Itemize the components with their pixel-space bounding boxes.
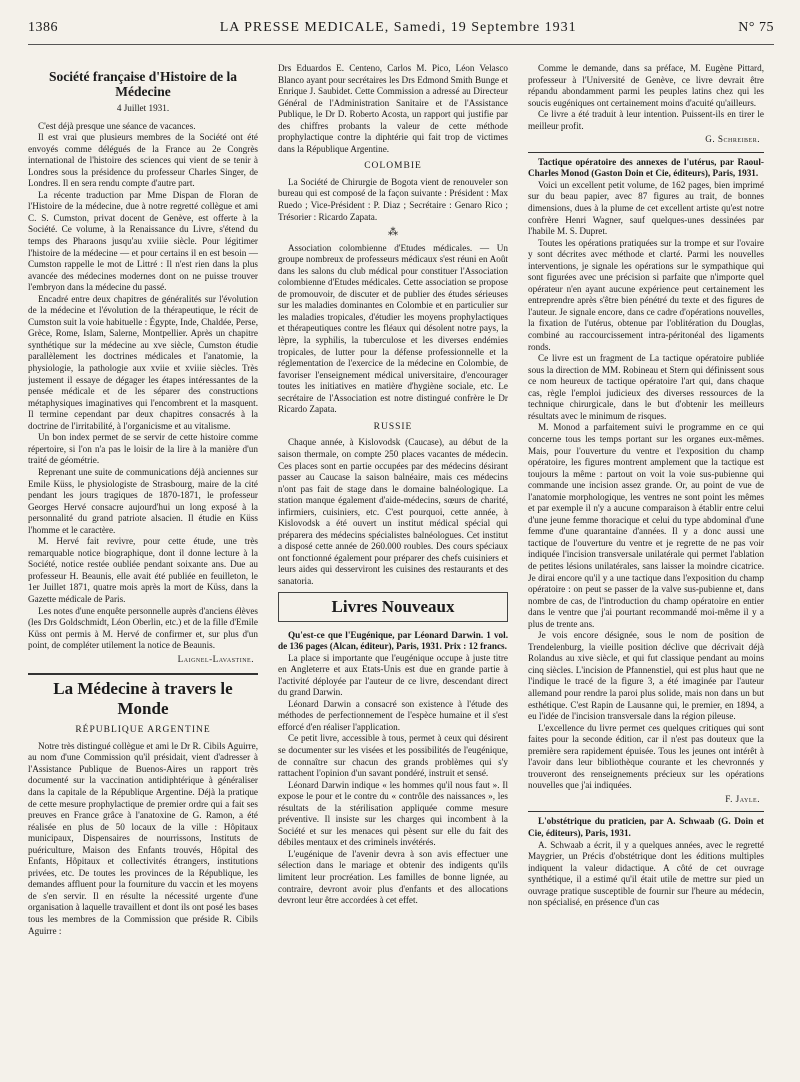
paragraph: Drs Eduardos E. Centeno, Carlos M. Pico, Léon Velasco Blanco ayant pour secrétaires les Drs Edmond Smith Bunge et Enrique J. Saubidet. Cette Commission a adressé au Directeur Général de l'Administration Sanitaire et de l'Assistance Publique, le Dr D. Roberto Acosta, un rapport qui justifie par des chiffres probants la valeur de cette méthode prophylactique contre la diphtérie qui fait trop de victimes dans la République Argentine. — [278, 63, 508, 154]
divider — [528, 152, 764, 153]
section-title-box — [278, 592, 508, 622]
society-title: Société française d'Histoire de la Médecine — [49, 69, 237, 99]
section-divider — [28, 673, 258, 675]
paragraph: Encadré entre deux chapitres de généralités sur l'évolution de la médecine et l'évolution de la thérapeutique, le récit de Cumston suit la voie habituelle : Égypte, Inde, Chaldée, Perse, Grèce, Rome, Islam, Salerne, Montpellier. Après un chapitre synthétique sur la médecine au xve siècle, Cumston étudie parallèlement les doctrines médicales et l'anatomie, la physiologie, la pathologie aux xviie et xviiie siècles. Très justement il essaye de dégager les étapes intéressantes de la pensée médicale et de les séparer des constructions métaphysiques imaginatives qui l'encombrent et la masquent. Il termine cependant par deux chapitres consacrés à la doctrine de l'irritabilité, à l'organicisme et au vitalisme. — [28, 293, 258, 431]
paragraph: Léonard Darwin a consacré son existence à l'étude des méthodes de perfectionnement de l'espèce humaine et il s'est efforcé d'en réaliser l'application. — [278, 698, 508, 732]
paragraph: Association colombienne d'Etudes médicales. — Un groupe nombreux de professeurs médicaux s'est réuni en Août dans les salons du club médical pour constituer l'Association colombienne d'Etudes médicales. Cette association se propose de promouvoir, de discuter et de publier des études sérieuses sur les maladies dominantes en Colombie et en particulier sur les maladies tropicales, d'étudier les moyens prophylactiques et thérapeutiques contre les fléaux qui désolent notre pays, la lèpre, la syphilis, la tuberculose et les diverses endémies tropicales, de lutter pour la défense professionnelle et la réglementation de l'exercice de la médecine en Colombie, de favoriser l'enseignement médical universitaire, d'encourager toutes les initiatives en matière d'hygiène sociale, etc. Le secrétaire de l'Association est notre distingué confrère le Dr Ricardo Zapata. — [278, 242, 508, 415]
running-header — [28, 20, 774, 45]
author-signature: Laignel-Lavastine. — [177, 653, 254, 664]
paragraph: Toutes les opérations pratiquées sur la trompe et sur l'ovaire y sont décrites avec méthode et clarté. Parmi les nouvelles interventions, je signale les opérations sur le sympathique qui sont figurées avec une précision si parfaite que n'importe quel opérateur n'en ayant aucune expérience peut certainement les entreprendre après s'être bien pénétré du texte et des figures de l'auteur. Je signale encore, dans ce cadre d'opérations nouvelles, la fixation de l'utérus, obtenue par l'oblitération du Douglas, combiné au raccourcissement intra-péritonéal des ligaments ronds. — [528, 237, 764, 352]
country-heading: COLOMBIE — [364, 161, 422, 172]
column-2 — [278, 63, 508, 937]
section-title: Livres Nouveaux — [331, 596, 455, 616]
paragraph: Léonard Darwin indique « les hommes qu'il nous faut ». Il expose le pour et le contre du « contrôle des naissances », les résultats de la stérilisation appliquée comme mesure préventive. Il insiste sur les charges qui incombent à la Société et sur les menaces qui pèsent sur elle du fait des débiles mentaux et des criminels invétérés. — [278, 779, 508, 848]
paragraph: La place si importante que l'eugénique occupe à juste titre en Angleterre et aux Etats-Unis est due en grande partie à l'activité déployée par l'auteur de ce livre, descendant direct du grand Darwin. — [278, 652, 508, 698]
paragraph: L'eugénique de l'avenir devra à son avis effectuer une sélection dans le mariage et obtenir des indigents qu'ils limitent leur procréation. Les familles de bonne lignée, au contraire, devront avoir plus d'enfants et des allocations devront leur être accordées à cet effet. — [278, 848, 508, 906]
country-heading: RUSSIE — [373, 421, 413, 432]
paragraph: Il est vrai que plusieurs membres de la Société ont été envoyés comme délégués de la France au 2e Congrès international de l'histoire des sciences qui vient de se tenir à Londres sous la présidence du professeur Charles Singer, de Londres. Il en sera rendu compte d'autre part. — [28, 132, 258, 189]
paragraph: Comme le demande, dans sa préface, M. Eugène Pittard, professeur à l'Université de Genève, ce livre devrait être répandu abondamment parmi les peuples latins chez qui les soucis eugéniques ont certainement moins d'acuité qu'ailleurs. — [528, 63, 764, 108]
paragraph: Les notes d'une enquête personnelle auprès d'anciens élèves (les Drs Goldschmidt, Léon Oberlin, etc.) et de la fille d'Emile Küss ont permis à M. Hervé de confirmer et, sur plus d'un point, de compléter utilement la notice de Beaunis. — [28, 605, 258, 651]
paragraph: Ce livre est un fragment de La tactique opératoire publiée sous la direction de MM. Robineau et Stern qui définissent sous ce nom heureux de tactique opératoire l'art qui, dans chaque cas, règle l'emploi judicieux des diverses ressources de la technique chirurgicale, dans le but d'obtenir les meilleurs résultats avec le minimum de risques. — [528, 353, 764, 421]
paragraph: Un bon index permet de se servir de cette histoire comme répertoire, si l'on n'a pas le loisir de la lire à la manière d'un traité de géométrie. — [28, 432, 258, 466]
paragraph: La récente traduction par Mme Dispan de Floran de l'Histoire de la médecine, due à notre regretté collègue et ami C. S. Cumston, privat docent de Genève, est offerte à la Société. Ce volume, à la Renaissance du Livre, s'étend du temps des Pharaons jusqu'au xviiie siècle. Pour légitimer l'histoire de la médecine — et pour certains il en est besoin — Cumston rappelle le mot de Littré : Il n'est rien dans la plus avancée des médecines modernes dont on ne puisse trouver l'embryon dans la médecine du passé. — [28, 189, 258, 293]
session-date: 4 Juillet 1931. — [116, 103, 170, 113]
author-signature: G. Schreiber. — [705, 134, 760, 145]
paragraph: Ce livre a été traduit à leur intention. Puissent-ils en tirer le meilleur profit. — [528, 109, 764, 131]
book-heading: Tactique opératoire des annexes de l'utérus, par Raoul-Charles Monod (Gaston Doin et Cie, éditeurs), Paris, 1931. — [528, 156, 764, 179]
paragraph: Notre très distingué collègue et ami le Dr R. Cibils Aguirre, au nom d'une Commission qu'il présidait, vient d'adresser à l'Assistance Publique de Buenos-Aires un rapport très documenté sur la vaccination antidiphtérique à généraliser dans la capitale de la République Argentine. Déjà la pratique de cette mesure prophylactique de premier ordre qui a fait ses preuves en France grâce à l'anatoxine de G. Ramon, a été réalisée en plus de 50 locaux de la ville : Hôpitaux municipaux, Dispensaires de nourrissons, Instituts de puériculture, Maison des Enfants trouvés, Hôpital des Enfants, Hôpitaux et collectivités étrangers, institutions privées, etc. De toutes les provinces de la République, les demandes affluent pour la fourniture du vaccin et les moyens de s'en servir. Il en résulte la nécessité urgente d'une organisation à laquelle travaillent et dont ils ont posé les bases tous les membres de la Commission que préside R. Cibils Aguirre : — [28, 740, 258, 936]
paragraph: M. Monod a parfaitement suivi le programme en ce qui concerne tous les temps portant sur les organes eux-mêmes. Mais, pour l'ouverture du ventre et l'exposition du champ opératoire, les figures montrent amplement que la tactique est toujours la même : partout on voit la voie sus-pubienne qui commande une incision assez grande. Or, au point de vue de l'anatomie morphologique, les ventres ne sont point les mêmes et par exemple il n'y a aucune comparaison à établir entre celui d'une jeune femme thoracique et celui du type abdominal d'une femme d'une quarantaine d'années. Il y a donc aussi une tactique de l'ouverture du ventre et je regrette de ne pas voir indiquée l'incision transversale unilatérale qui permet l'ablation de petites lésions unilatérales, sans laisser la moindre cicatrice. Je dirai encore qu'il y a une tactique dans l'exposition du champ opératoire : on peut se passer de la valve sus-pubienne et, dans nombre de cas, de l'introduction du champ opératoire en entier dans le ventre que j'ai pourtant recommandé moi-même il y a plus de trente ans. — [528, 422, 764, 629]
book-heading: L'obstétrique du praticien, par A. Schwaab (G. Doin et Cie, éditeurs), Paris, 1931. — [528, 816, 764, 838]
divider — [528, 811, 764, 812]
paragraph: Je vois encore désignée, sous le nom de position de Trendelenburg, la vieille position déclive que décrivait déjà Rolandus au xive siècle, et qui fut classique pendant au moins cinq siècles. L'incision de Pfannenstiel, qui est plus haut que ne l'indique le tracé de la figure 3, a été imaginée par l'auteur allemand pour rendre la paroi plus solide, mais non dans un but esthétique. C'est Rapin de Lausanne qui, le premier, en 1894, a eu l'idée de l'incision transversale dans la région pileuse. — [528, 630, 764, 722]
paragraph: Voici un excellent petit volume, de 162 pages, bien imprimé sur du beau papier, avec 87 figures au trait, de bonnes dimensions, dues à la plume de cet excellent artiste qu'est notre confrère Henri Wagner, sauf quelques-unes dessinées par l'habile M. S. Dupret. — [528, 179, 764, 237]
column-3 — [528, 63, 764, 937]
author-signature: F. Jayle. — [725, 793, 760, 804]
section-title: La Médecine à travers le Monde — [53, 679, 233, 719]
issue-number: N° 75 — [738, 20, 774, 35]
paragraph: Ce petit livre, accessible à tous, permet à ceux qui désirent se documenter sur les visées et les possibilités de l'eugénique, de connaître sur chacun des grands problèmes qui s'y rattachent l'opinion d'un savant pondéré, instruit et sensé. — [278, 733, 508, 779]
country-heading: RÉPUBLIQUE ARGENTINE — [75, 725, 211, 736]
paragraph: Reprenant une suite de communications déjà anciennes sur Emile Küss, le physiologiste de Strasbourg, maire de la cité pendant les jours tragiques de 1870-1871, le professeur Georges Hervé consacre aujourd'hui un long exposé à la personnalité du grand patriote alsacien. Il étudie en Küss l'homme et le caractère. — [28, 466, 258, 535]
asterism: ⁂ — [388, 227, 398, 239]
paragraph: C'est déjà presque une séance de vacances. — [38, 120, 196, 131]
paragraph: L'excellence du livre permet ces quelques critiques qui sont faites pour la seconde édition, car il n'est pas douteux que la première sera rapidement épuisée. Tous les jeunes ont intérêt à l'avoir dans leur bibliothèque courante et les chevronnés y trouveront des renseignements précieux sur les opérations nouvelles que j'ai indiquées. — [528, 722, 764, 791]
paragraph: A. Schwaab a écrit, il y a quelques années, avec le regretté Maygrier, un Précis d'obstétrique dont les éditions multiples indiquent la valeur didactique. A côté de cet ouvrage synthétique, il a estimé qu'il était utile de mettre sur pied un ouvrage pratique susceptible de fournir sur l'heure au médecin, non spécialisé, en présence d'un cas — [528, 839, 764, 908]
paragraph: La Société de Chirurgie de Bogota vient de renouveler son bureau qui est composé de la façon suivante : Président : Max Ruedo ; Vice-Président : P. Diaz ; Secrétaire : Genaro Rico ; Trésorier : Ricardo Zapata. — [278, 176, 508, 222]
page-number: 1386 — [28, 20, 58, 35]
book-heading: Qu'est-ce que l'Eugénique, par Léonard Darwin. 1 vol. de 136 pages (Alcan, éditeur), Paris, 1931. Prix : 12 francs. — [278, 629, 508, 652]
paragraph: Chaque année, à Kislovodsk (Caucase), au début de la saison thermale, on compte 250 places vacantes de médecin. Ces places sont en partie occupées par des médecins désirant passer au Caucase la saison balnéaire, mais ces médecins n'ont pas fait de stage dans le domaine balnéologique. La station manque également d'aide-médecins, sœurs de charité, infirmiers, cuisiniers, etc. C'est pourquoi, cette année, à Kislovodsk a été ouvert un institut médical spécial qui préparera des médecins spécialistes balnéologues. Cet institut a disposé cette année de 260.000 roubles. Des cours spéciaux ont fonctionné également pour préparer des chefs cuisiniers et leurs aides qui desserviront les cuisines des restaurants et des sanatoria. — [278, 437, 508, 586]
column-1 — [28, 63, 258, 937]
paragraph: M. Hervé fait revivre, pour cette étude, une très remarquable notice biographique, dont il donne lecture à la Société, notice restée oubliée pendant soixante ans. Due au professeur H. Beaunis, elle avait été publiée en feuilleton, le 1er Juillet 1871, quatre mois après la mort de Küss, dans la Gazette médicale de Paris. — [28, 536, 258, 604]
journal-title: LA PRESSE MEDICALE, Samedi, 19 Septembre 1931 — [219, 20, 577, 35]
